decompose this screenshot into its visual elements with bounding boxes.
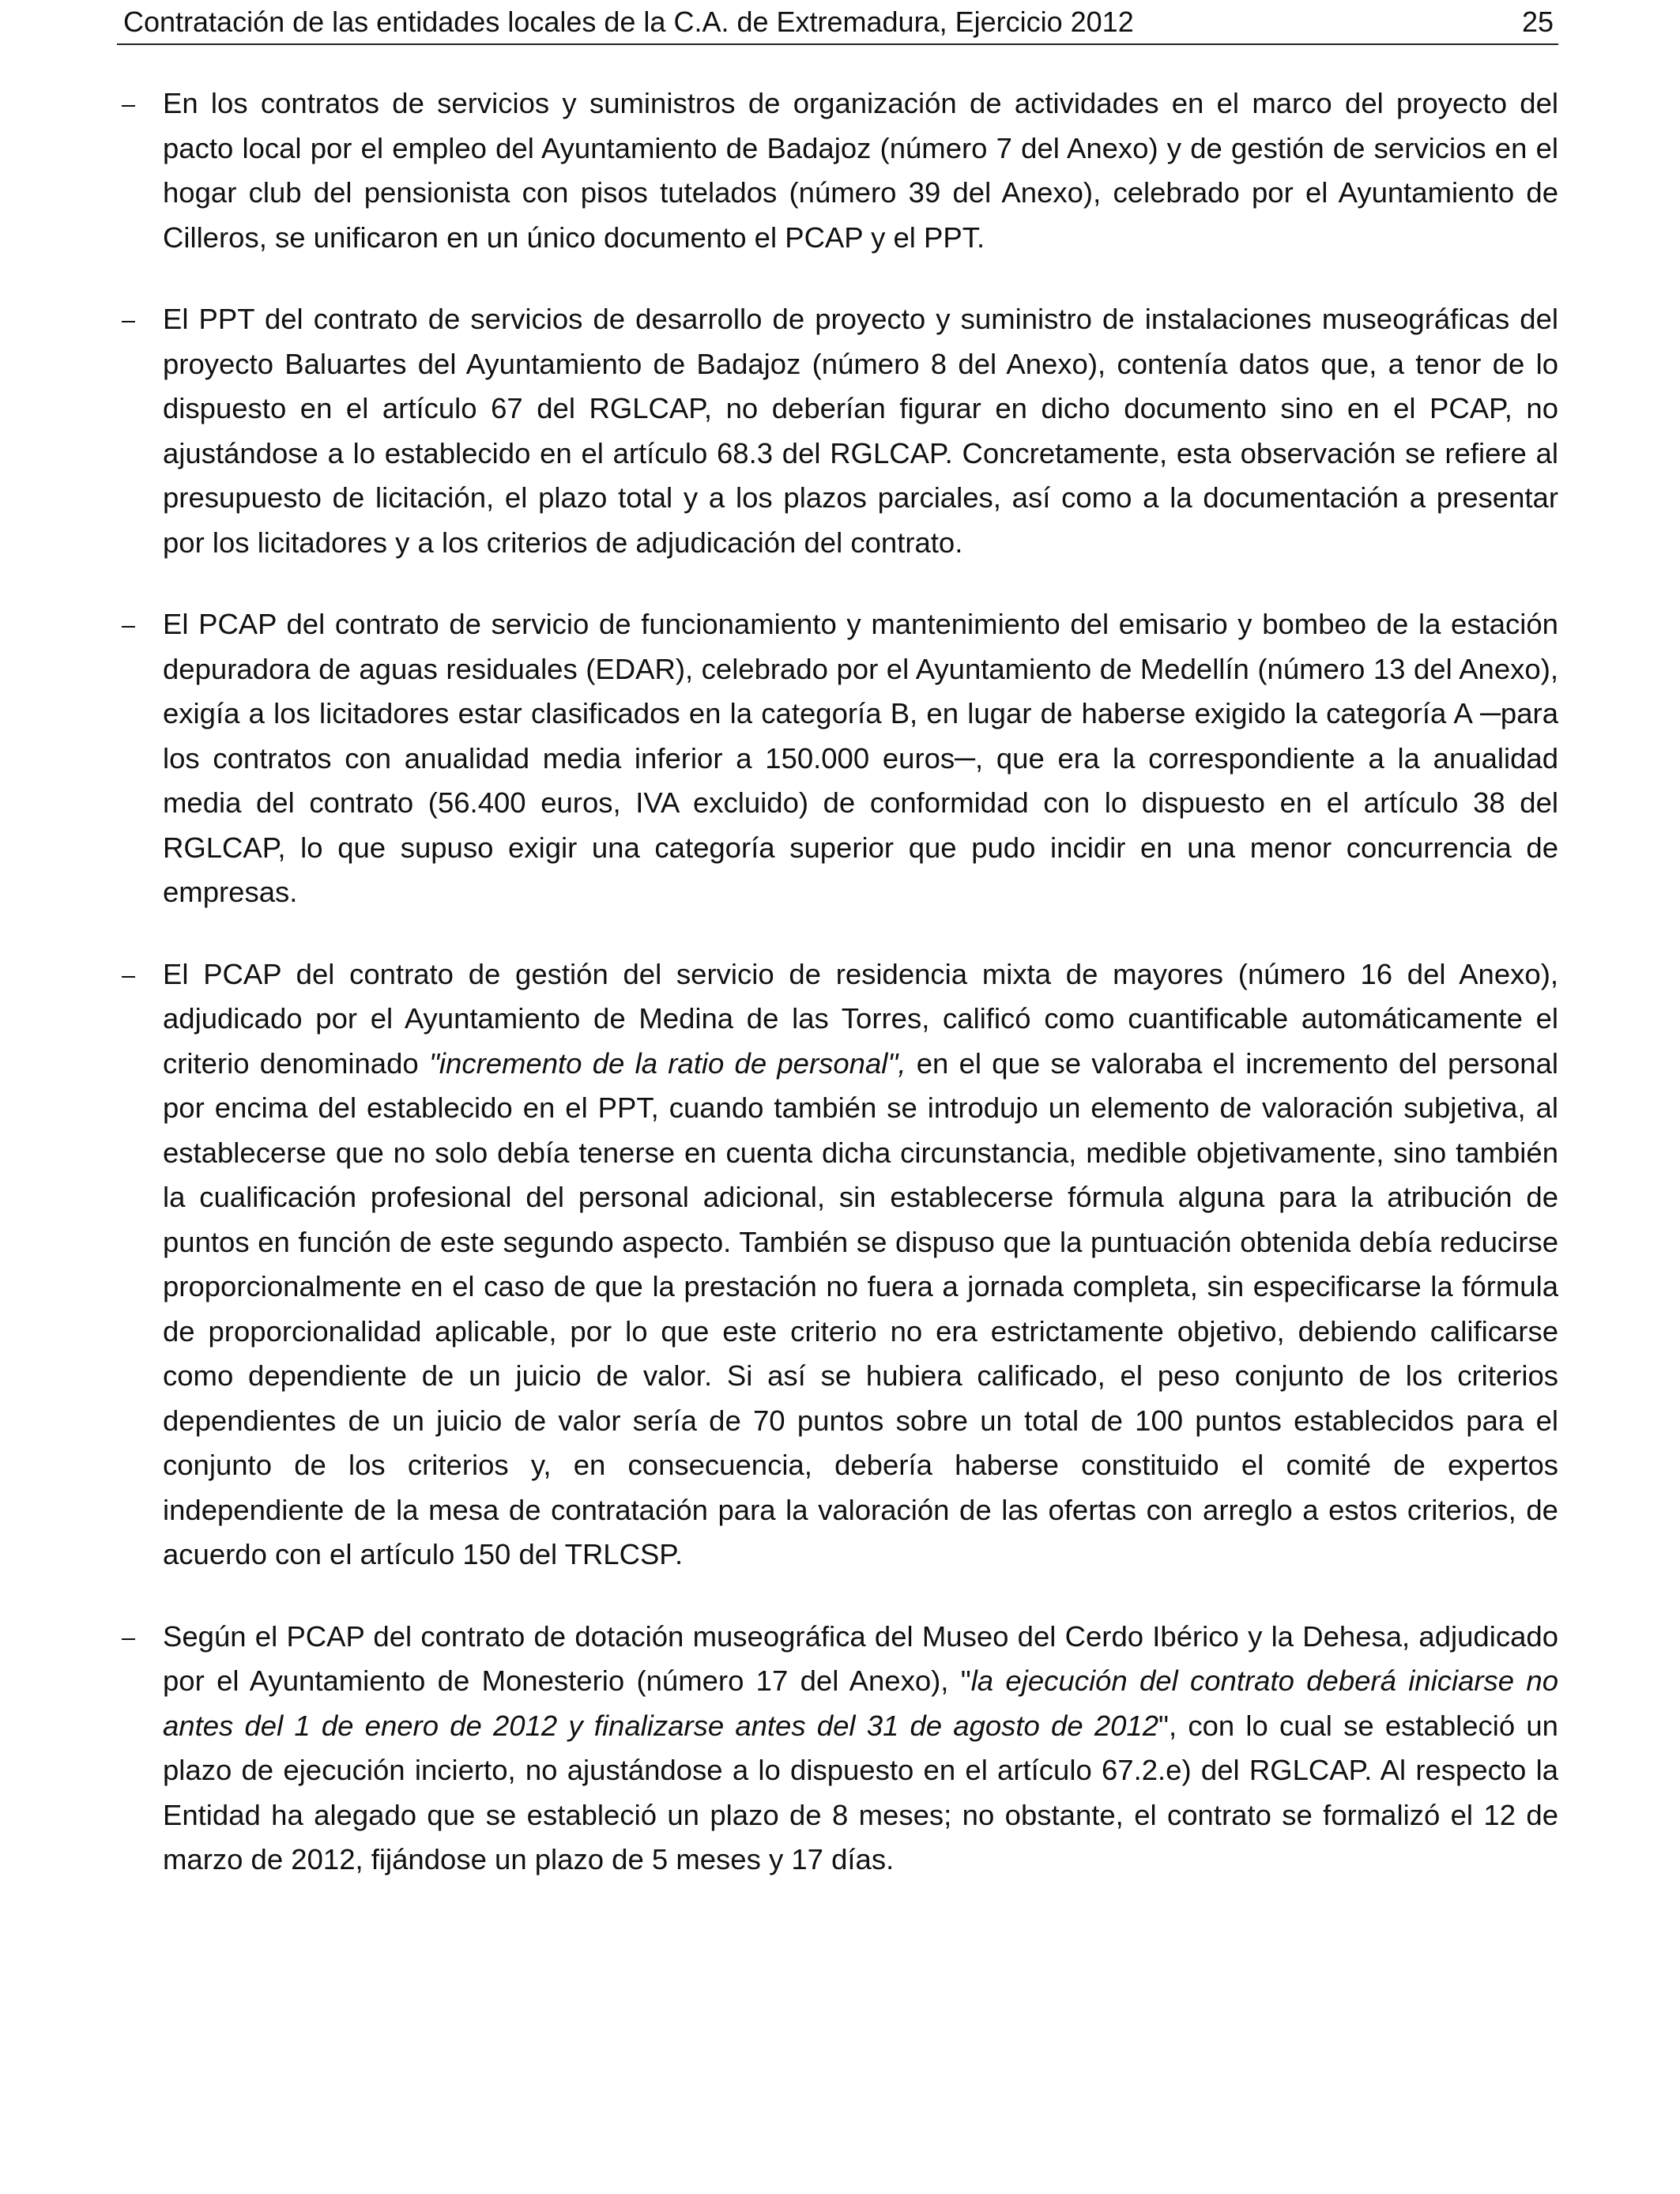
text-segment: El PPT del contrato de servicios de desarrollo de proyecto y suministro de instalaciones museográficas del proyecto Baluartes del Ayuntamiento de Badajoz (número 8 del Anexo), contenía datos que, a tenor de lo dispuesto en el artículo 67 del RGLCAP, no deberían figurar en dicho documento sino en el PCAP, no ajustándose a lo establecido en el artículo 68.3 del RGLCAP. Concretamente, esta observación se refiere al presupuesto de licitación, el plazo total y a los plazos parciales, así como a la documentación a presentar por los licitadores y a los criterios de adjudicación del contrato. (163, 303, 1558, 559)
text-segment: en el que se valoraba el incremento del personal por encima del establecido en el PPT, cuando también se introdujo un elemento de valoración subjetiva, al establecerse que no solo debía tenerse en cuenta dicha circunstancia, medible objetivamente, sino también la cualificación profesional del personal adicional, sin establecerse fórmula alguna para la atribución de puntos en función de este segundo aspecto. También se dispuso que la puntuación obtenida debía reducirse proporcionalmente en el caso de que la prestación no fuera a jornada completa, sin especificarse la fórmula de proporcionalidad aplicable, por lo que este criterio no era estrictamente objetivo, debiendo calificarse como dependiente de un juicio de valor. Si así se hubiera calificado, el peso conjunto de los criterios dependientes de un juicio de valor sería de 70 puntos sobre un total de 100 puntos establecidos para el conjunto de los criterios y, en consecuencia, debería haberse constituido el comité de expertos independiente de la mesa de contratación para la valoración de las ofertas con arreglo a estos criterios, de acuerdo con el artículo 150 del TRLCSP. (163, 1046, 1558, 1570)
text-segment: El PCAP del contrato de gestión del servicio de residencia mixta de mayores (número 16 del Anexo), adjudicado por el Ayuntamiento de Medina de las Torres, calificó como cuantificable automáticamente el criterio denominado (163, 957, 1558, 1080)
list-item-text (163, 81, 1558, 260)
page-number: 25 (1521, 6, 1554, 38)
text-segment: ", con lo cual se estableció un plazo de ejecución incierto, no ajustándose a lo dispuesto en el artículo 67.2.e) del RGLCAP. Al respecto la Entidad ha alegado que se estableció un plazo de 8 meses; no obstante, el contrato se formalizó el 12 de marzo de 2012, fijándose un plazo de 5 meses y 17 días. (163, 1709, 1558, 1875)
text-segment: El PCAP del contrato de servicio de funcionamiento y mantenimiento del emisario y bombeo de la estación depuradora de aguas residuales (EDAR), celebrado por el Ayuntamiento de Medellín (número 13 del Anexo), exigía a los licitadores estar clasificados en la categoría B, en lugar de haberse exigido la categoría A ─para los contratos con anualidad media inferior a 150.000 euros─, que era la correspondiente a la anualidad media del contrato (56.400 euros, IVA excluido) de conformidad con lo dispuesto en el artículo 38 del RGLCAP, lo que supuso exigir una categoría superior que pudo incidir en una menor concurrencia de empresas. (163, 608, 1558, 908)
italic-quote: la ejecución del contrato deberá iniciarse no antes del 1 de enero de 2012 y finalizarse antes del 31 de agosto de 2012 (163, 1664, 1558, 1742)
list-item-text (163, 602, 1558, 915)
text-segment: Según el PCAP del contrato de dotación museográfica del Museo del Cerdo Ibérico y la Dehesa, adjudicado por el Ayuntamiento de Monesterio (número 17 del Anexo), " (163, 1619, 1558, 1697)
document-body (117, 81, 1558, 1883)
page-header (117, 0, 1558, 45)
list-item (117, 602, 1558, 915)
header-title: Contratación de las entidades locales de la C.A. de Extremadura, Ejercicio 2012 (123, 6, 1134, 38)
list-item-text (163, 297, 1558, 565)
list-item-text (163, 1615, 1558, 1883)
list-item (117, 1615, 1558, 1883)
italic-quote: "incremento de la ratio de personal", (428, 1046, 906, 1080)
list-item (117, 297, 1558, 565)
list-item (117, 81, 1558, 260)
list-item-text (163, 952, 1558, 1578)
text-segment: En los contratos de servicios y suministros de organización de actividades en el marco del proyecto del pacto local por el empleo del Ayuntamiento de Badajoz (número 7 del Anexo) y de gestión de servicios en el hogar club del pensionista con pisos tutelados (número 39 del Anexo), celebrado por el Ayuntamiento de Cilleros, se unificaron en un único documento el PCAP y el PPT. (163, 87, 1558, 254)
list-item (117, 952, 1558, 1578)
